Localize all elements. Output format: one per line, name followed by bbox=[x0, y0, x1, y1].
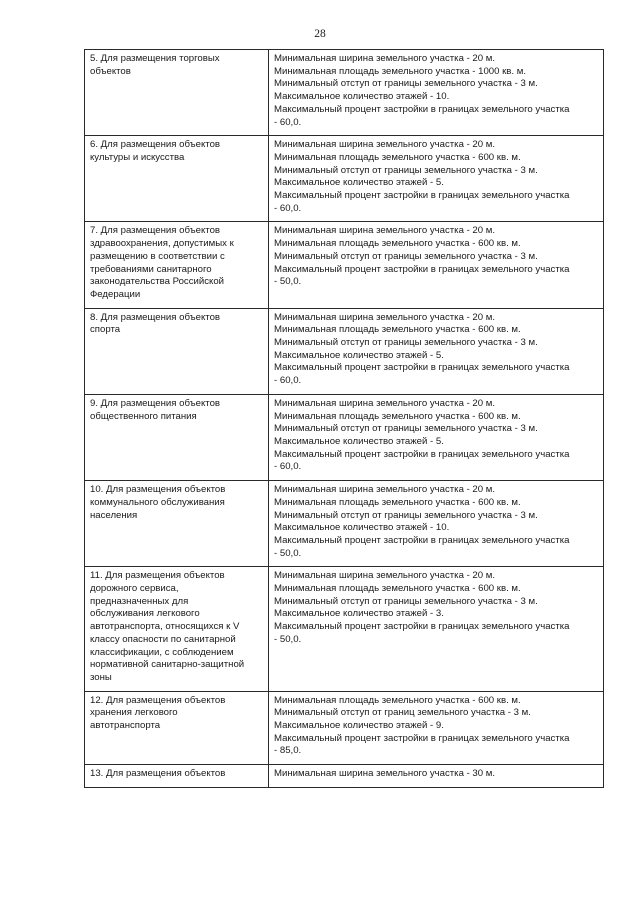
parameter-line: Максимальный процент застройки в границах земельного участка bbox=[274, 103, 570, 115]
permitted-use-line: 6. Для размещения объектов bbox=[90, 139, 221, 151]
permitted-use-line: коммунального обслуживания bbox=[90, 496, 225, 508]
parameters-cell bbox=[269, 394, 604, 480]
parameters-cell bbox=[269, 222, 604, 308]
parameter-line: Минимальная ширина земельного участка - 30 м. bbox=[274, 768, 496, 780]
parameters-cell bbox=[269, 765, 604, 788]
parameter-line: Максимальный процент застройки в границах земельного участка bbox=[274, 362, 570, 374]
parameter-line: Максимальное количество этажей - 5. bbox=[274, 435, 444, 447]
parameter-line: Минимальная ширина земельного участка - 20 м. bbox=[274, 484, 496, 496]
parameters-cell bbox=[269, 567, 604, 691]
parameter-line: Минимальная площадь земельного участка - 600 кв. м. bbox=[274, 410, 521, 422]
parameter-line: Минимальная ширина земельного участка - 20 м. bbox=[274, 570, 496, 582]
permitted-use-line: нормативной санитарно-защитной bbox=[90, 659, 245, 671]
permitted-use-cell bbox=[85, 136, 269, 222]
permitted-use-cell bbox=[85, 481, 269, 567]
permitted-use-line: Федерации bbox=[90, 288, 141, 300]
permitted-use-cell bbox=[85, 308, 269, 394]
permitted-use-line: размещению в соответствии с bbox=[90, 250, 225, 262]
parameter-line: Минимальный отступ от границы земельного участка - 3 м. bbox=[274, 337, 538, 349]
parameter-line: Минимальный отступ от границы земельного участка - 3 м. bbox=[274, 423, 538, 435]
parameter-line: Максимальное количество этажей - 10. bbox=[274, 91, 450, 103]
permitted-use-line: здравоохранения, допустимых к bbox=[90, 238, 234, 250]
permitted-use-line: автотранспорта bbox=[90, 720, 161, 732]
parameter-line: Минимальная ширина земельного участка - 20 м. bbox=[274, 311, 496, 323]
page-number: 28 bbox=[314, 28, 326, 40]
parameter-line: Минимальная площадь земельного участка - 1000 кв. м. bbox=[274, 65, 526, 77]
parameter-line: - 60,0. bbox=[274, 375, 302, 387]
table-row bbox=[85, 567, 604, 691]
parameter-line: Минимальный отступ от границы земельного участка - 3 м. bbox=[274, 164, 538, 176]
parameters-cell bbox=[269, 481, 604, 567]
parameter-line: Минимальная площадь земельного участка - 600 кв. м. bbox=[274, 496, 521, 508]
parameter-line: Максимальное количество этажей - 5. bbox=[274, 177, 444, 189]
table-row bbox=[85, 50, 604, 136]
permitted-use-line: 13. Для размещения объектов bbox=[90, 768, 226, 780]
permitted-use-line: дорожного сервиса, bbox=[90, 583, 179, 595]
permitted-use-cell bbox=[85, 50, 269, 136]
permitted-use-line: населения bbox=[90, 509, 138, 521]
parameter-line: Минимальный отступ от границ земельного участка - 3 м. bbox=[274, 707, 531, 719]
table-row bbox=[85, 765, 604, 788]
permitted-use-cell bbox=[85, 394, 269, 480]
permitted-use-cell bbox=[85, 765, 269, 788]
parameter-line: Максимальное количество этажей - 9. bbox=[274, 720, 444, 732]
parameter-line: Максимальный процент застройки в границах земельного участка bbox=[274, 263, 570, 275]
permitted-use-line: хранения легкового bbox=[90, 707, 178, 719]
table-row bbox=[85, 691, 604, 765]
parameter-line: Минимальная площадь земельного участка - 600 кв. м. bbox=[274, 583, 521, 595]
permitted-use-cell bbox=[85, 222, 269, 308]
parameter-line: - 50,0. bbox=[274, 547, 302, 559]
parameter-line: Минимальная ширина земельного участка - 20 м. bbox=[274, 53, 496, 64]
permitted-use-line: 5. Для размещения торговых bbox=[90, 53, 220, 64]
parameter-line: - 50,0. bbox=[274, 276, 302, 288]
permitted-use-line: зоны bbox=[90, 671, 112, 683]
parameter-line: Максимальное количество этажей - 3. bbox=[274, 608, 444, 620]
permitted-use-line: спорта bbox=[90, 324, 121, 336]
table-row bbox=[85, 136, 604, 222]
parameter-line: Минимальная площадь земельного участка - 600 кв. м. bbox=[274, 151, 521, 163]
parameter-line: Минимальная площадь земельного участка - 600 кв. м. bbox=[274, 324, 521, 336]
permitted-use-line: автотранспорта, относящихся к V bbox=[90, 621, 240, 633]
parameters-cell bbox=[269, 50, 604, 136]
permitted-use-line: 11. Для размещения объектов bbox=[90, 570, 225, 582]
parameters-cell bbox=[269, 691, 604, 765]
permitted-use-line: предназначенных для bbox=[90, 595, 189, 607]
parameter-line: Максимальный процент застройки в границах земельного участка bbox=[274, 732, 570, 744]
permitted-use-line: 10. Для размещения объектов bbox=[90, 484, 226, 496]
parameter-line: Минимальная площадь земельного участка - 600 кв. м. bbox=[274, 694, 521, 706]
parameter-line: - 60,0. bbox=[274, 202, 302, 214]
parameter-line: Максимальное количество этажей - 10. bbox=[274, 522, 450, 534]
parameter-line: Минимальная ширина земельного участка - 20 м. bbox=[274, 139, 496, 151]
parameter-line: - 85,0. bbox=[274, 745, 302, 757]
parameter-line: Минимальная площадь земельного участка - 600 кв. м. bbox=[274, 238, 521, 250]
table-body bbox=[85, 50, 604, 788]
table-row bbox=[85, 308, 604, 394]
parameter-line: Минимальная ширина земельного участка - 20 м. bbox=[274, 225, 496, 237]
parameter-line: Максимальное количество этажей - 5. bbox=[274, 349, 444, 361]
parameter-line: Максимальный процент застройки в границах земельного участка bbox=[274, 534, 570, 546]
permitted-use-line: требованиями санитарного bbox=[90, 263, 212, 275]
parameter-line: Максимальный процент застройки в границах земельного участка bbox=[274, 621, 570, 633]
table-row bbox=[85, 481, 604, 567]
parameter-line: - 50,0. bbox=[274, 633, 302, 645]
permitted-use-line: классу опасности по санитарной bbox=[90, 633, 236, 645]
parameters-cell bbox=[269, 136, 604, 222]
permitted-use-line: законодательства Российской bbox=[90, 276, 225, 288]
parameter-line: Максимальный процент застройки в границах земельного участка bbox=[274, 190, 570, 202]
land-use-parameters-table bbox=[84, 49, 604, 788]
permitted-use-line: обслуживания легкового bbox=[90, 608, 200, 620]
permitted-use-cell bbox=[85, 691, 269, 765]
parameter-line: - 60,0. bbox=[274, 116, 302, 128]
parameter-line: Минимальная ширина земельного участка - 20 м. bbox=[274, 397, 496, 409]
permitted-use-line: 9. Для размещения объектов bbox=[90, 397, 221, 409]
parameters-cell bbox=[269, 308, 604, 394]
table-row bbox=[85, 394, 604, 480]
parameter-line: - 60,0. bbox=[274, 461, 302, 473]
permitted-use-line: 7. Для размещения объектов bbox=[90, 225, 221, 237]
permitted-use-line: 8. Для размещения объектов bbox=[90, 311, 221, 323]
table-row bbox=[85, 222, 604, 308]
parameter-line: Минимальный отступ от границы земельного участка - 3 м. bbox=[274, 509, 538, 521]
permitted-use-line: объектов bbox=[90, 65, 131, 77]
parameter-line: Минимальный отступ от границы земельного участка - 3 м. bbox=[274, 250, 538, 262]
permitted-use-cell bbox=[85, 567, 269, 691]
parameter-line: Максимальный процент застройки в границах земельного участка bbox=[274, 448, 570, 460]
permitted-use-line: общественного питания bbox=[90, 410, 197, 422]
parameter-line: Минимальный отступ от границы земельного участка - 3 м. bbox=[274, 595, 538, 607]
permitted-use-line: культуры и искусства bbox=[90, 151, 185, 163]
permitted-use-line: 12. Для размещения объектов bbox=[90, 694, 226, 706]
parameter-line: Минимальный отступ от границы земельного участка - 3 м. bbox=[274, 78, 538, 90]
permitted-use-line: классификации, с соблюдением bbox=[90, 646, 234, 658]
